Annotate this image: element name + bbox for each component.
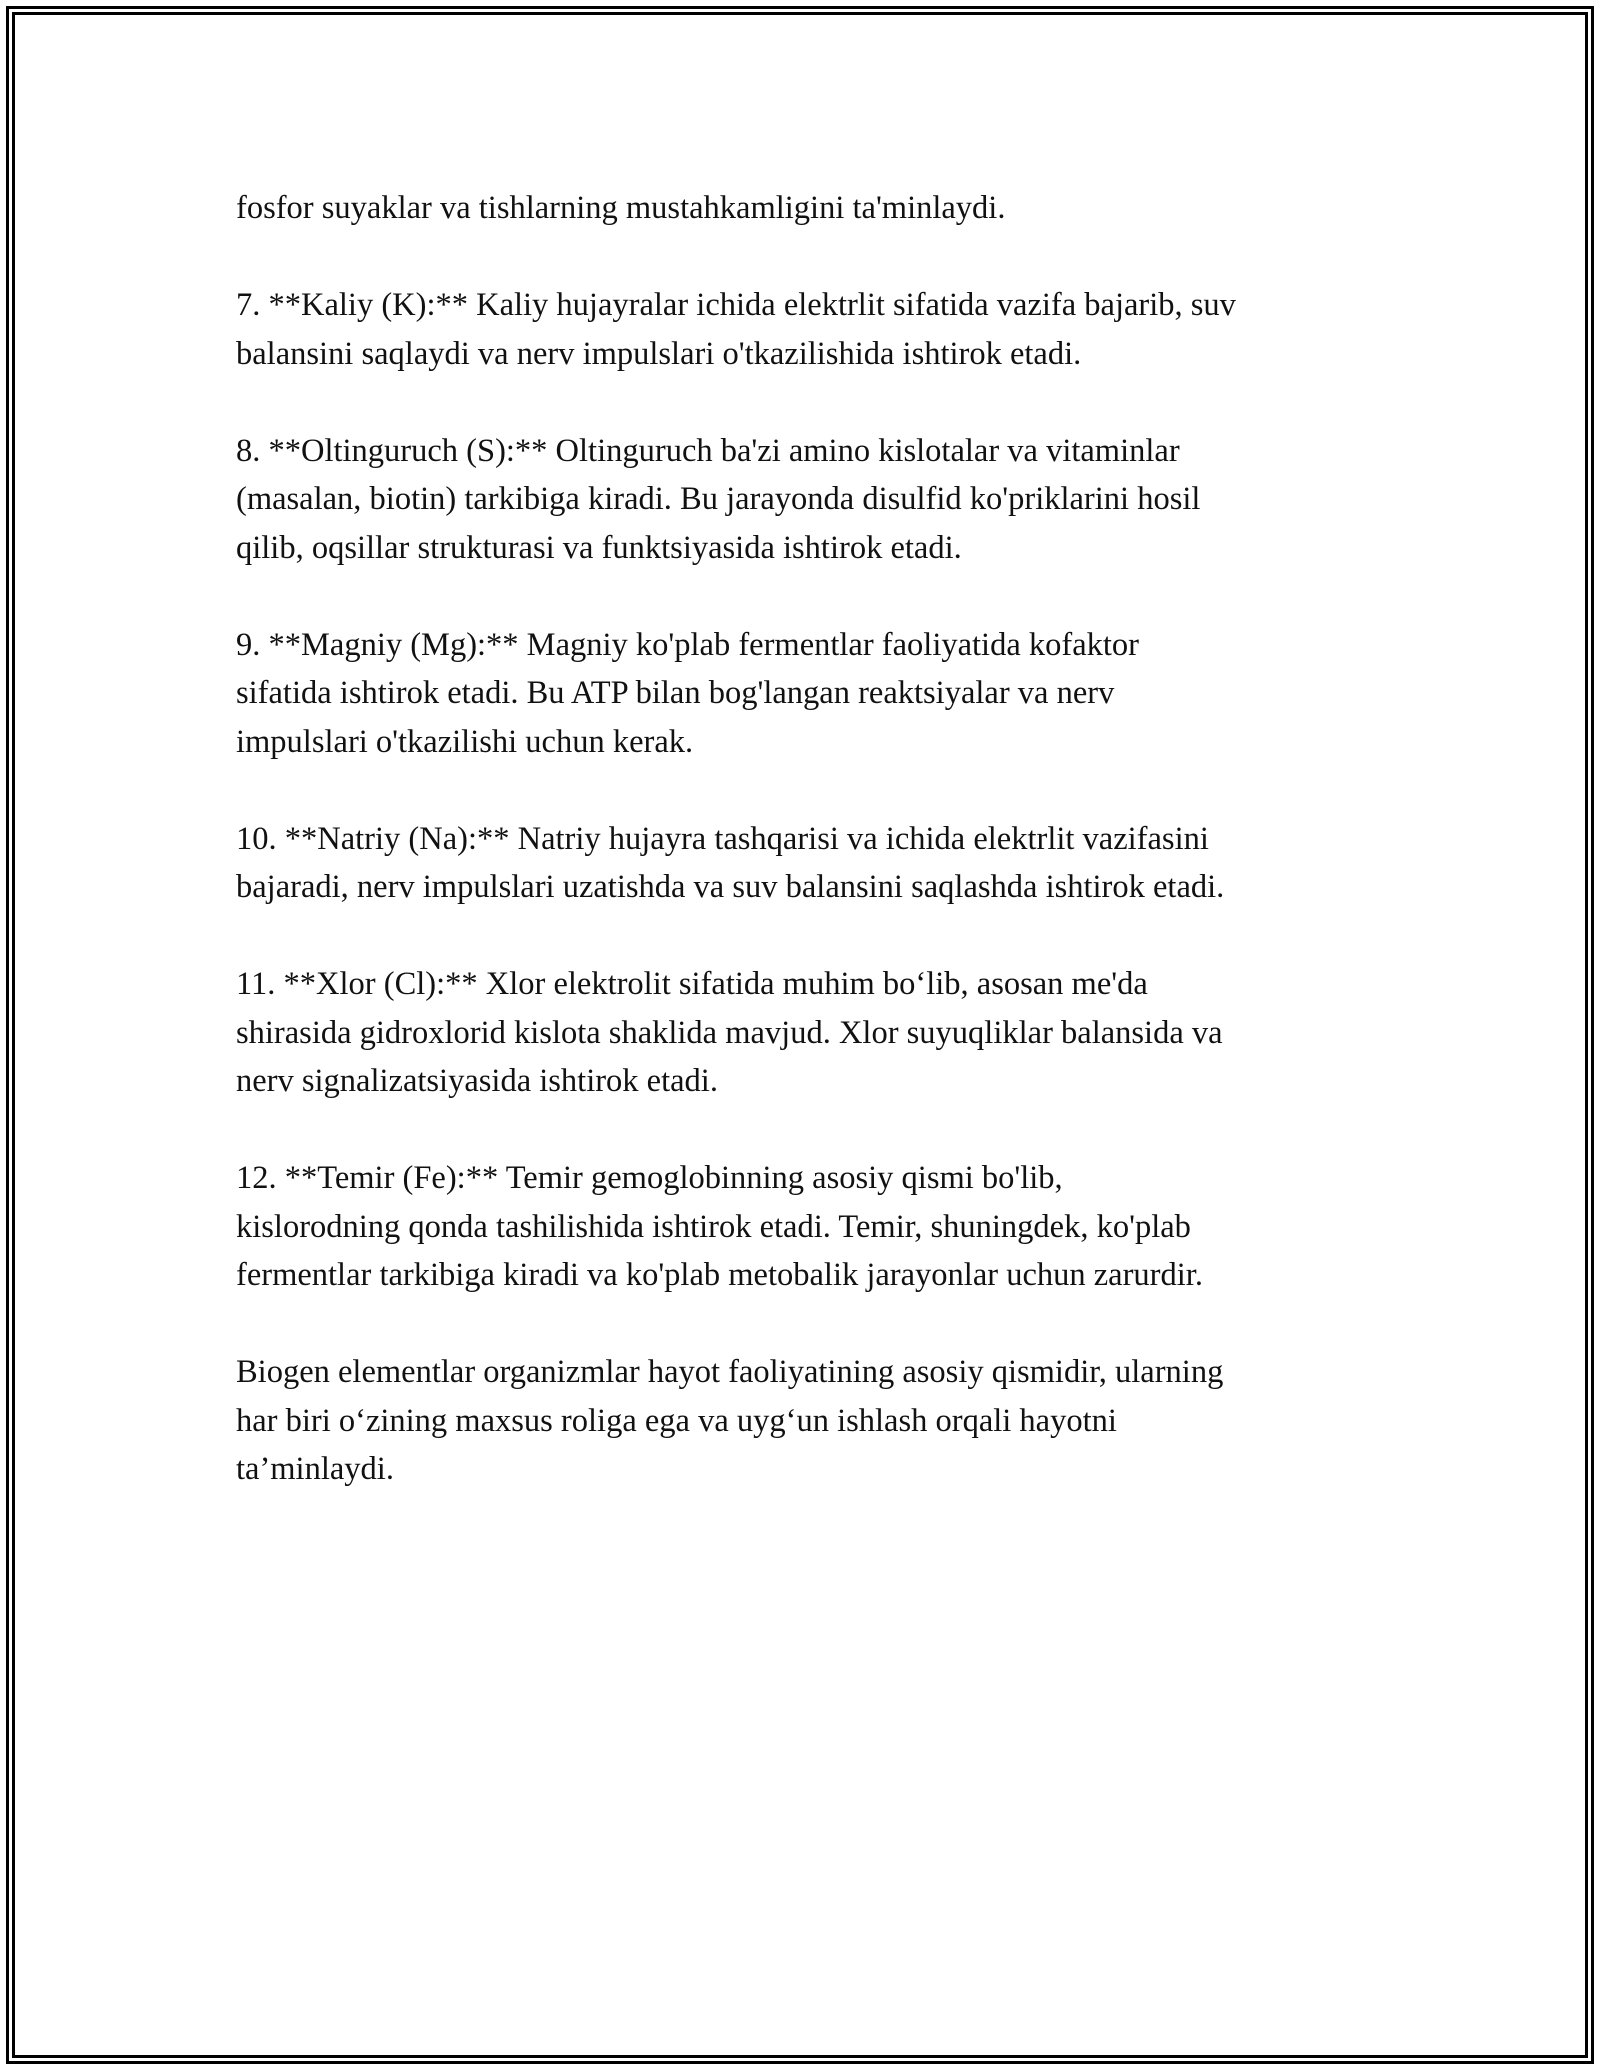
paragraph-kaliy: 7. **Kaliy (K):** Kaliy hujayralar ichida elektrlit sifatida vazifa bajarib, suv balansini saqlaydi va nerv impulslari o'tkazilishida ishtirok etadi. bbox=[236, 287, 1236, 372]
document-body bbox=[236, 184, 1376, 1542]
paragraph-magniy: 9. **Magniy (Mg):** Magniy ko'plab fermentlar faoliyatida kofaktor sifatida ishtirok etadi. Bu ATP bilan bog'langan reaktsiyalar va nerv impulslari o'tkazilishi uchun kerak. bbox=[236, 626, 1139, 760]
paragraph-xlor: 11. **Xlor (Cl):** Xlor elektrolit sifatida muhim bo‘lib, asosan me'da shirasida gidroxlorid kislota shaklida mavjud. Xlor suyuqliklar balansida va nerv signalizatsiyasida ishtirok etadi. bbox=[236, 966, 1223, 1099]
paragraph-temir: 12. **Temir (Fe):** Temir gemoglobinning asosiy qismi bo'lib, kislorodning qonda tashilishida ishtirok etadi. Temir, shuningdek, ko'plab fermentlar tarkibiga kiradi va ko'plab metobalik jarayonlar uchun zarurdir. bbox=[236, 1160, 1203, 1293]
paragraph-oltinguruch: 8. **Oltinguruch (S):** Oltinguruch ba'zi amino kislotalar va vitaminlar (masalan, biotin) tarkibiga kiradi. Bu jarayonda disulfid ko'priklarini hosil qilib, oqsillar strukturasi va funktsiyasida ishtirok etadi. bbox=[236, 432, 1201, 566]
paragraph-conclusion: Biogen elementlar organizmlar hayot faoliyatining asosiy qismidir, ularning har biri o‘zining maxsus roliga ega va uyg‘un ishlash orqali hayotni ta’minlaydi. bbox=[236, 1354, 1224, 1487]
paragraph-natriy: 10. **Natriy (Na):** Natriy hujayra tashqarisi va ichida elektrlit vazifasini bajaradi, nerv impulslari uzatishda va suv balansini saqlashda ishtirok etadi. bbox=[236, 820, 1225, 905]
paragraph-fosfor-continuation: fosfor suyaklar va tishlarning mustahkamligini ta'minlaydi. bbox=[236, 190, 1006, 226]
